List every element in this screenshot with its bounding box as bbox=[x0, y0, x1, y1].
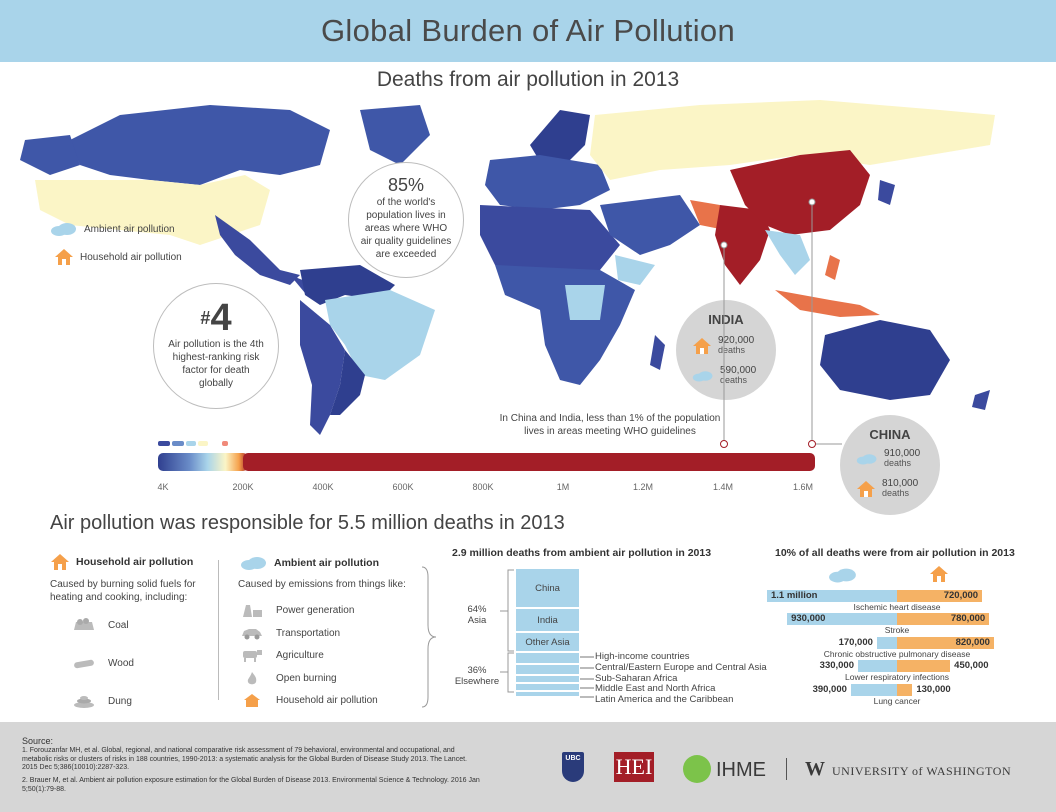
ambient-item-power bbox=[240, 603, 354, 617]
scale-tick: 800K bbox=[472, 482, 494, 492]
stack-segment-china bbox=[515, 568, 580, 608]
cause-label: Stroke bbox=[884, 625, 910, 635]
stack-title: 2.9 million deaths from ambient air pollution in 2013 bbox=[452, 547, 712, 559]
china-household-value: 810,000 bbox=[882, 478, 919, 489]
scale-tick: 200K bbox=[232, 482, 254, 492]
cloud-icon bbox=[828, 567, 858, 583]
stack-segment-high-income bbox=[515, 652, 580, 664]
map-title: Deaths from air pollution in 2013 bbox=[376, 68, 680, 91]
power-label: Power generation bbox=[276, 604, 355, 616]
ambient-bar: 390,000 bbox=[791, 684, 897, 696]
ambient-bar: 330,000 bbox=[798, 660, 897, 672]
ambient-bar-fill bbox=[851, 684, 897, 696]
cow-icon bbox=[240, 648, 264, 662]
ihme-logo-icon bbox=[683, 755, 711, 783]
uw-logo-w: W bbox=[805, 758, 825, 780]
fact-4-hash: # bbox=[200, 308, 211, 328]
ambient-heading bbox=[240, 556, 379, 570]
color-scale-bar bbox=[158, 453, 815, 471]
agriculture-label: Agriculture bbox=[276, 649, 324, 661]
segment-india-label: India bbox=[537, 615, 558, 626]
household-bar-fill bbox=[897, 684, 912, 696]
household-bar: 720,000 bbox=[897, 590, 982, 602]
coal-icon bbox=[72, 618, 96, 632]
ubc-logo bbox=[562, 752, 584, 782]
india-pointer-bottom bbox=[721, 441, 728, 448]
summary-title: Air pollution was responsible for 5.5 million deaths in 2013 bbox=[50, 512, 565, 534]
stack-label-latam: Latin America and the Caribbean bbox=[595, 694, 734, 705]
india-household-value: 920,000 bbox=[718, 335, 755, 346]
mini-scale-2 bbox=[172, 441, 184, 446]
stack-label-high-income: High-income countries bbox=[595, 651, 690, 662]
stack-segment-mena bbox=[515, 683, 580, 691]
burning-label: Open burning bbox=[276, 672, 337, 684]
ambient-heading-label: Ambient air pollution bbox=[274, 557, 379, 569]
household-bar-fill bbox=[897, 660, 950, 672]
fact-85-value: 85% bbox=[387, 175, 425, 195]
page-title: Global Burden of Air Pollution bbox=[321, 13, 735, 48]
mini-scale-4 bbox=[198, 441, 208, 446]
mini-scale-5 bbox=[222, 441, 228, 446]
china-ambient-unit: deaths bbox=[884, 458, 912, 468]
stack-segment-india bbox=[515, 608, 580, 632]
uw-logo-text: UNIVERSITY of WASHINGTON bbox=[832, 764, 1012, 778]
household-item-wood bbox=[72, 656, 134, 670]
mini-scale-3 bbox=[186, 441, 196, 446]
segment-china-label: China bbox=[535, 583, 560, 594]
fire-icon bbox=[240, 671, 264, 685]
stack-segment-ss-africa bbox=[515, 675, 580, 683]
stack-segment-ce-europe bbox=[515, 664, 580, 675]
causes-chart-title: 10% of all deaths were from air pollution in 2013 bbox=[775, 547, 1015, 559]
segment-other-asia-label: Other Asia bbox=[525, 637, 570, 648]
asia-pct: 64% bbox=[467, 604, 487, 615]
stack-leaders bbox=[580, 650, 596, 702]
elsewhere-pct-group bbox=[452, 665, 502, 687]
household-heading bbox=[50, 553, 193, 571]
stack-label-ss-africa: Sub-Saharan Africa bbox=[595, 673, 678, 684]
ambient-desc: Caused by emissions from things like: bbox=[238, 579, 406, 590]
cause-label: Chronic obstructive pulmonary disease bbox=[823, 649, 971, 659]
dung-label: Dung bbox=[108, 695, 132, 707]
household-bar: 450,000 bbox=[897, 660, 1010, 672]
ubc-logo-text: UBC bbox=[565, 755, 581, 762]
cause-label: Ischemic heart disease bbox=[853, 602, 941, 612]
source-title: Source: bbox=[22, 736, 54, 746]
stack-segment-latam bbox=[515, 691, 580, 697]
ambient-bar: 170,000 bbox=[817, 637, 897, 649]
household-bar: 130,000 bbox=[897, 684, 972, 696]
china-household-unit: deaths bbox=[882, 488, 910, 498]
household-heading-label: Household air pollution bbox=[76, 556, 194, 568]
china-name: CHINA bbox=[869, 427, 911, 442]
cloud-icon bbox=[240, 556, 268, 570]
logo-divider bbox=[786, 758, 787, 780]
ambient-bar-fill bbox=[858, 660, 897, 672]
household-bar: 780,000 bbox=[897, 613, 989, 625]
household-desc: Caused by burning solid fuels for heating and cooking, including: bbox=[50, 579, 196, 603]
source-ref-2: 2. Brauer M, et al. Ambient air pollution exposure estimation for the Global Burden of Disease 2013. Environmental Science & Technology. 2016 Jan 5;50(1):79-88. bbox=[22, 777, 480, 793]
bracket-icon bbox=[420, 565, 450, 710]
house-icon bbox=[240, 693, 264, 707]
elsewhere-pct: 36% bbox=[467, 665, 487, 676]
household-item-dung bbox=[72, 694, 132, 708]
china-ambient-value: 910,000 bbox=[884, 448, 921, 459]
scale-tick: 1M bbox=[556, 482, 570, 492]
household-item-coal bbox=[72, 618, 129, 632]
legend-ambient-label: Ambient air pollution bbox=[84, 223, 175, 235]
ambient-bar: 1.1 million bbox=[767, 590, 897, 602]
legend-household-label: Household air pollution bbox=[80, 251, 182, 263]
scale-tick: 1.2M bbox=[632, 482, 654, 492]
power-plant-icon bbox=[240, 603, 264, 617]
stack-label-mena: Middle East and North Africa bbox=[595, 683, 716, 694]
scale-tick: 400K bbox=[312, 482, 334, 492]
china-pointer-bottom bbox=[809, 441, 816, 448]
column-divider bbox=[218, 560, 219, 700]
wood-label: Wood bbox=[108, 657, 134, 669]
cause-label: Lung cancer bbox=[873, 696, 921, 706]
scale-tick: 1.6M bbox=[792, 482, 814, 492]
fact-4-text: Air pollution is the 4th highest-ranking risk factor for death globally bbox=[168, 339, 264, 389]
household-bar: 820,000 bbox=[897, 637, 994, 649]
asia-label: Asia bbox=[467, 615, 487, 626]
fact-4-value: 4 bbox=[210, 297, 232, 339]
india-ambient-value: 590,000 bbox=[720, 365, 757, 376]
car-icon bbox=[240, 626, 264, 640]
elsewhere-label: Elsewhere bbox=[454, 676, 500, 687]
asia-pct-group bbox=[452, 604, 502, 626]
ambient-bar: 930,000 bbox=[787, 613, 897, 625]
china-pointer-top bbox=[809, 199, 815, 205]
ambient-item-transport bbox=[240, 626, 340, 640]
dung-icon bbox=[72, 694, 96, 708]
transport-label: Transportation bbox=[276, 627, 341, 639]
ambient-item-burning bbox=[240, 671, 337, 685]
mini-scale-1 bbox=[158, 441, 170, 446]
stack-segment-other-asia bbox=[515, 632, 580, 652]
footer bbox=[0, 722, 1056, 812]
house-icon bbox=[50, 553, 70, 571]
scale-tick: 4K bbox=[157, 482, 169, 492]
india-household-unit: deaths bbox=[718, 345, 746, 355]
fact-85-text: of the world's population lives in areas where WHO air quality guidelines are exceeded bbox=[360, 197, 452, 260]
house-icon bbox=[929, 565, 949, 583]
scale-tick: 1.4M bbox=[712, 482, 734, 492]
india-pointer-top bbox=[721, 242, 727, 248]
wood-icon bbox=[72, 656, 96, 670]
hei-logo bbox=[614, 752, 654, 782]
india-ambient-unit: deaths bbox=[720, 375, 748, 385]
hei-logo-text: HEI bbox=[615, 754, 653, 779]
source-ref-1: 1. Forouzanfar MH, et al. Global, regional, and national comparative risk assessment of 79 behavioral, environmental and occupational, and metabolic risks or clusters of risks in 188 countries, 1990-2013: a systematic analysis for the Global Burden of Disease Study 2013. The Lancet. 2015 Dec 5;386(10010):2287-323. bbox=[22, 747, 467, 771]
ihme-logo-text: IHME bbox=[716, 759, 766, 781]
coal-label: Coal bbox=[108, 619, 129, 631]
ambient-item-household bbox=[240, 693, 378, 707]
cause-label: Lower respiratory infections bbox=[845, 672, 949, 682]
stack-label-ce-europe: Central/Eastern Europe and Central Asia bbox=[595, 662, 767, 673]
india-name: INDIA bbox=[708, 312, 744, 327]
ambient-household-label: Household air pollution bbox=[276, 694, 378, 706]
ambient-bar-fill bbox=[877, 637, 897, 649]
scale-tick: 600K bbox=[392, 482, 414, 492]
china-india-note: In China and India, less than 1% of the population lives in areas meeting WHO guidelines bbox=[499, 413, 721, 437]
ambient-item-agriculture bbox=[240, 648, 324, 662]
